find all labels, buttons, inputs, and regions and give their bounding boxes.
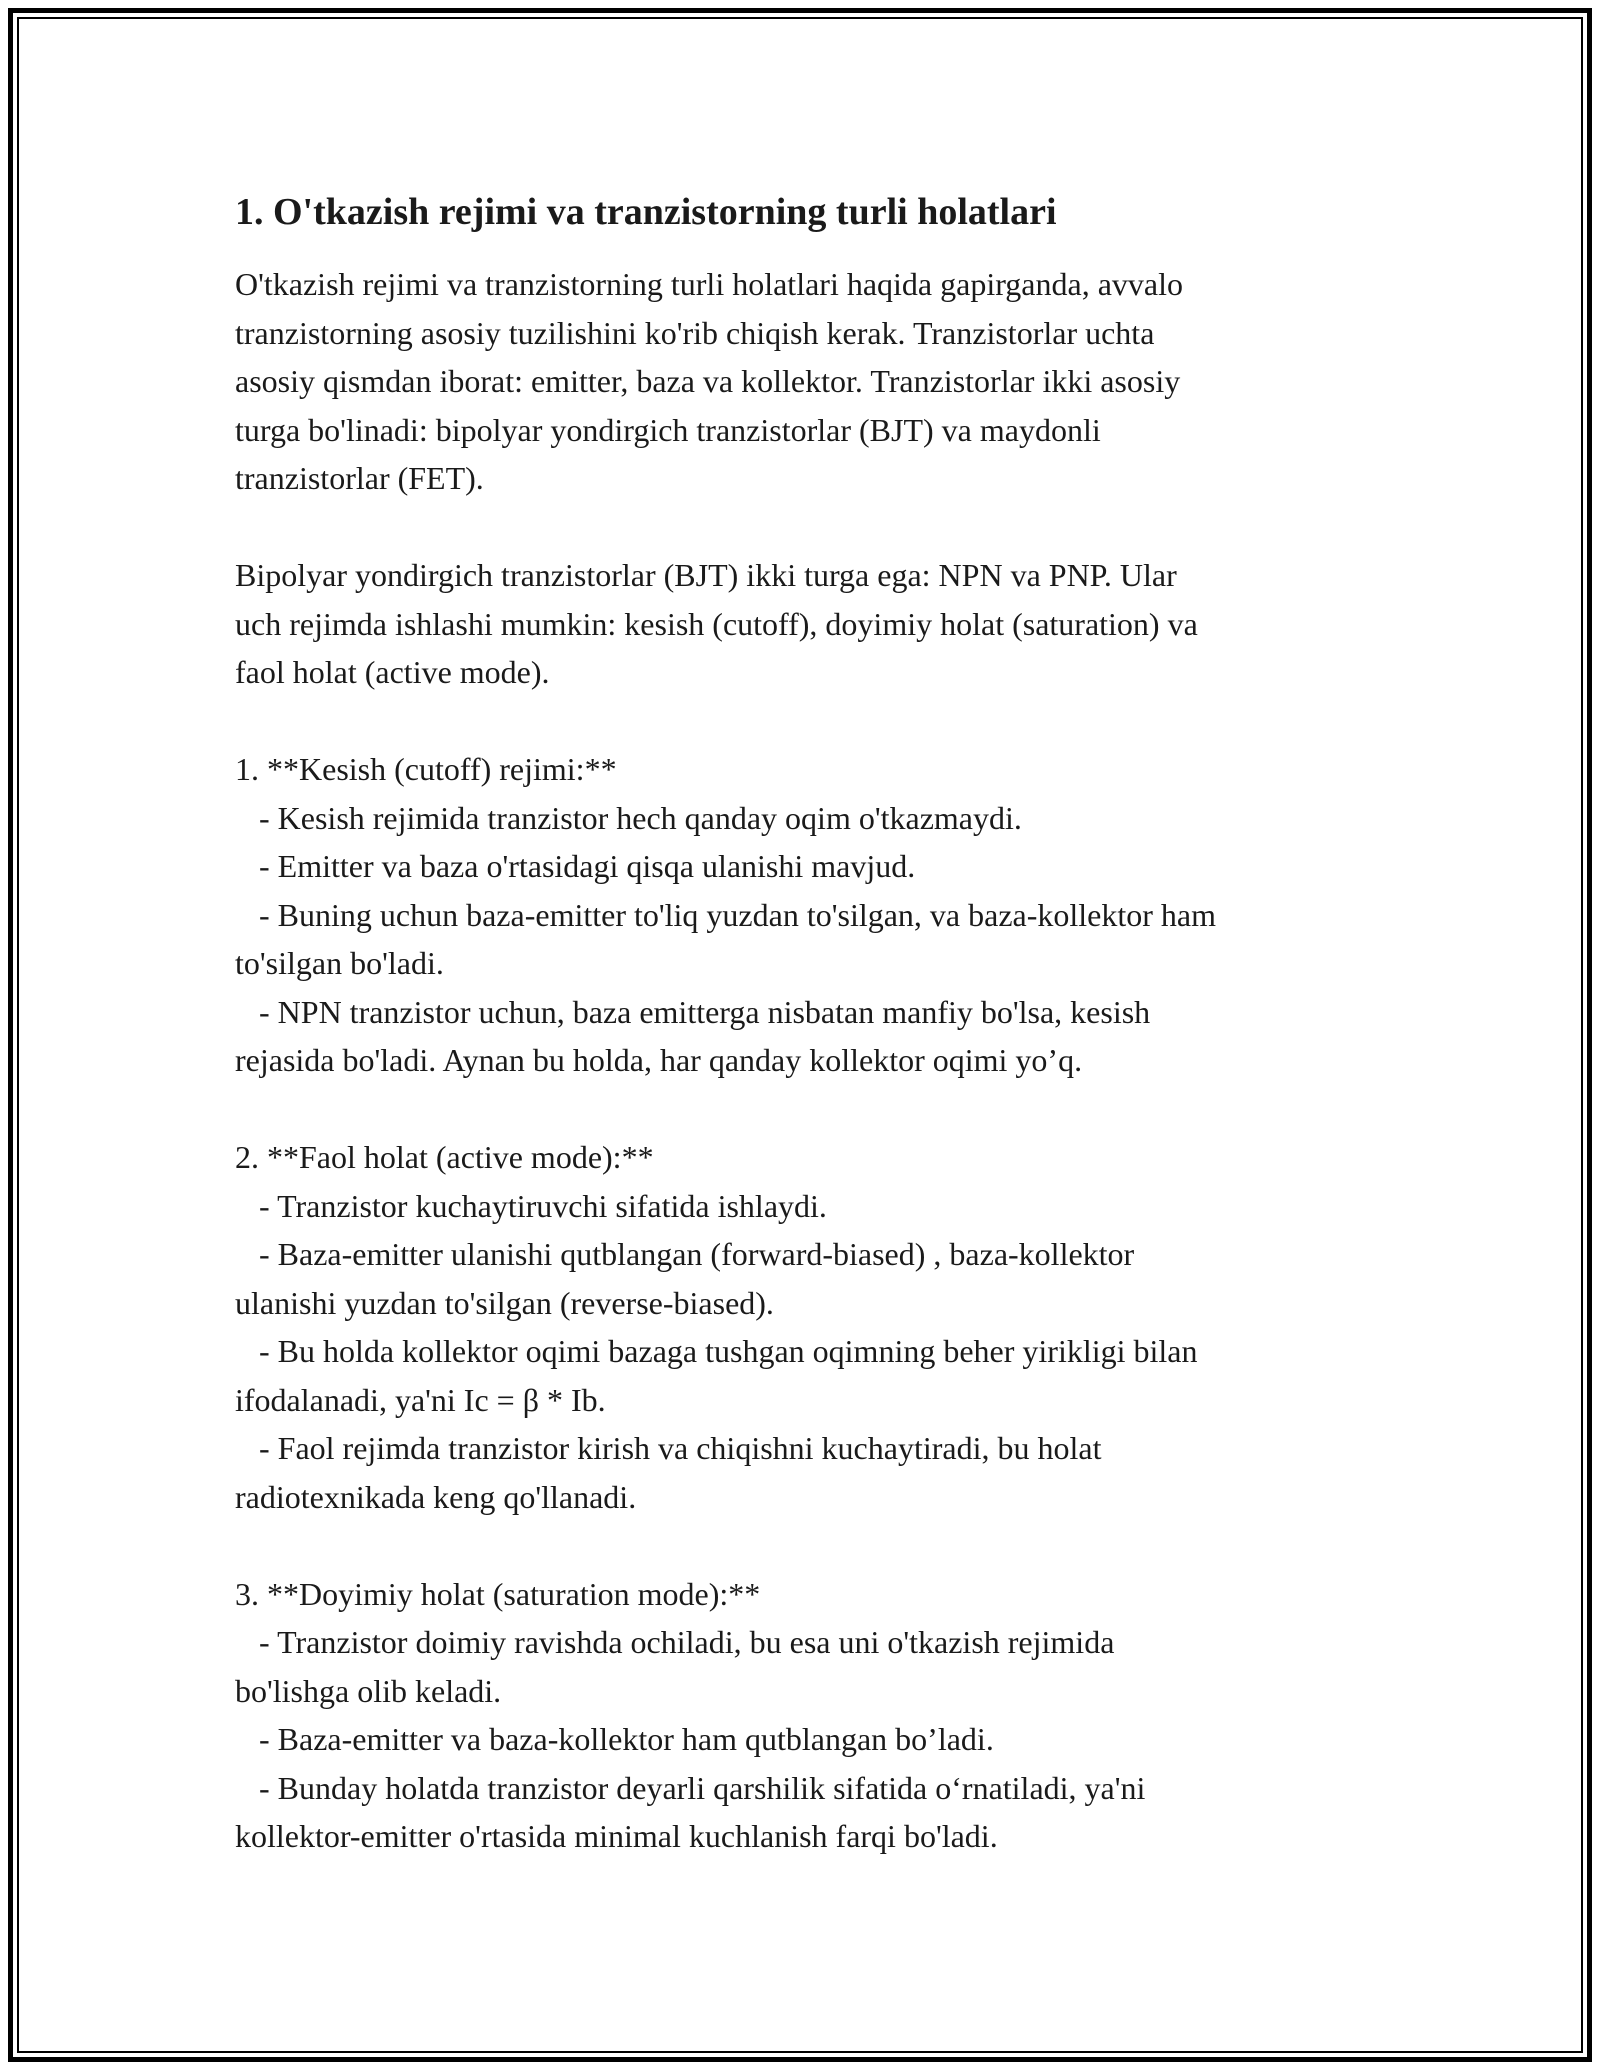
active-mode-section: 2. **Faol holat (active mode):** - Tranzistor kuchaytiruvchi sifatida ishlaydi. - Baza-emitter ulanishi qutblangan (forward-biased) , baza-kollektor ulanishi yuzdan to'silgan (reverse-biased). - Bu holda kollektor oqimi bazaga tushgan oqimning beher yirikligi bilan ifodalanadi, ya'ni Ic = β * Ib. - Faol rejimda tranzistor kirish va chiqishni kuchaytiradi, bu holat radiotexnikada keng qo'llanadi.: [235, 1139, 1198, 1515]
paragraph-gap: [235, 503, 1375, 552]
paragraph-gap: [235, 1521, 1375, 1570]
paragraph-gap: [235, 1085, 1375, 1134]
cutoff-section: 1. **Kesish (cutoff) rejimi:** - Kesish rejimida tranzistor hech qanday oqim o'tkazmaydi. - Emitter va baza o'rtasidagi qisqa ulanishi mavjud. - Buning uchun baza-emitter to'liq yuzdan to'silgan, va baza-kollektor ham to'silgan bo'ladi. - NPN tranzistor uchun, baza emitterga nisbatan manfiy bo'lsa, kesish rejasida bo'ladi. Aynan bu holda, har qanday kollektor oqimi yo’q.: [235, 751, 1217, 1078]
document-body: [235, 188, 1375, 1861]
document-title: 1. O'tkazish rejimi va tranzistorning turli holatlari: [235, 191, 1057, 233]
bjt-paragraph: Bipolyar yondirgich tranzistorlar (BJT) ikki turga ega: NPN va PNP. Ular uch rejimda ishlashi mumkin: kesish (cutoff), doyimiy holat (saturation) va faol holat (active mode).: [235, 557, 1198, 690]
saturation-section: 3. **Doyimiy holat (saturation mode):** - Tranzistor doimiy ravishda ochiladi, bu esa uni o'tkazish rejimida bo'lishga olib keladi. - Baza-emitter va baza-kollektor ham qutblangan bo’ladi. - Bunday holatda tranzistor deyarli qarshilik sifatida o‘rnatiladi, ya'ni kollektor-emitter o'rtasida minimal kuchlanish farqi bo'ladi.: [235, 1575, 1146, 1854]
paragraph-gap: [235, 697, 1375, 746]
intro-paragraph: O'tkazish rejimi va tranzistorning turli holatlari haqida gapirganda, avvalo tranzistorning asosiy tuzilishini ko'rib chiqish kerak. Tranzistorlar uchta asosiy qismdan iborat: emitter, baza va kollektor. Tranzistorlar ikki asosiy turga bo'linadi: bipolyar yondirgich tranzistorlar (BJT) va maydonli tranzistorlar (FET).: [235, 266, 1183, 496]
